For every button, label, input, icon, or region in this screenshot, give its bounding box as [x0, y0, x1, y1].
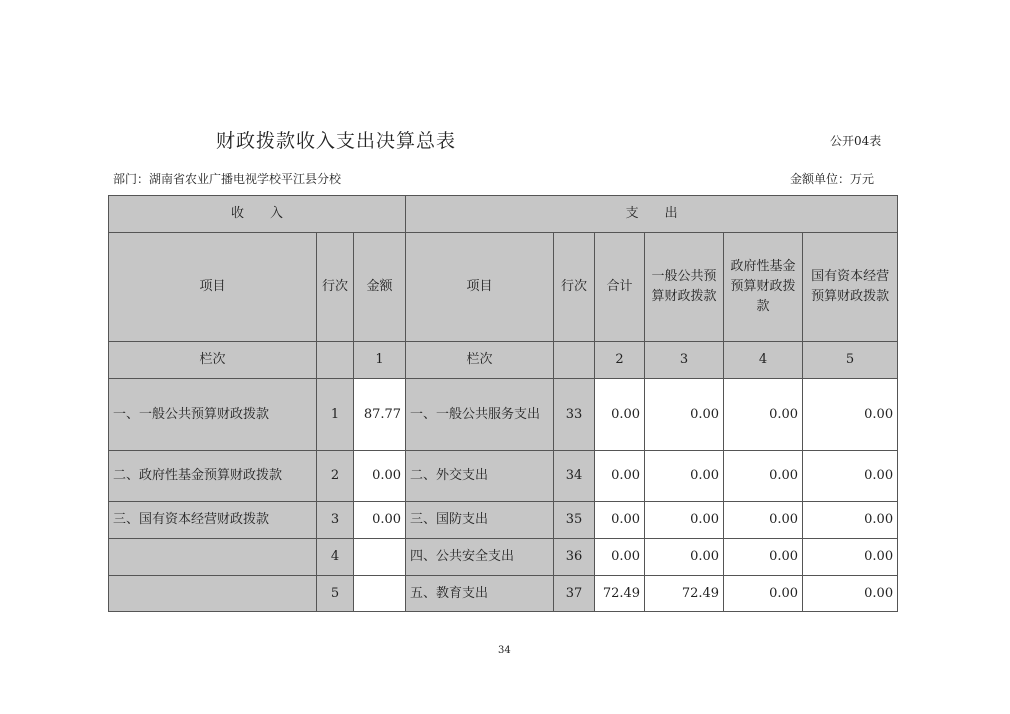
column-index-row: [109, 342, 898, 379]
col-index-label-right: 栏次: [406, 342, 554, 379]
col-state-capital: 国有资本经营预算财政拨款: [803, 233, 898, 342]
expense-row-no: 34: [554, 451, 595, 502]
expense-row-no: 33: [554, 379, 595, 451]
report-title: 财政拨款收入支出决算总表: [216, 130, 457, 152]
expense-state-capital: 0.00: [803, 576, 898, 612]
expense-state-capital: 0.00: [803, 379, 898, 451]
expense-state-capital: 0.00: [803, 502, 898, 539]
department-label: 部门：湖南省农业广播电视学校平江县分校: [113, 172, 342, 186]
income-amount: 87.77: [354, 379, 406, 451]
col-index-1: 1: [354, 342, 406, 379]
col-expense-row-no: 行次: [554, 233, 595, 342]
expense-item: 一、一般公共服务支出: [406, 379, 554, 451]
expense-total: 0.00: [595, 502, 645, 539]
col-index-4: 4: [724, 342, 803, 379]
income-row-no: 5: [317, 576, 354, 612]
section-header-row: [109, 196, 898, 233]
income-item: 一、一般公共预算财政拨款: [109, 379, 317, 451]
expense-general-budget: 72.49: [645, 576, 724, 612]
expense-gov-fund: 0.00: [724, 576, 803, 612]
col-index-5: 5: [803, 342, 898, 379]
income-row-no: 2: [317, 451, 354, 502]
income-item: 三、国有资本经营财政拨款: [109, 502, 317, 539]
expense-general-budget: 0.00: [645, 502, 724, 539]
income-item: [109, 576, 317, 612]
amount-unit-label: 金额单位：万元: [790, 172, 875, 186]
expense-item: 四、公共安全支出: [406, 539, 554, 576]
expense-general-budget: 0.00: [645, 451, 724, 502]
col-income-item: 项目: [109, 233, 317, 342]
income-row-no: 1: [317, 379, 354, 451]
column-header-row: [109, 233, 898, 342]
expense-total: 0.00: [595, 451, 645, 502]
expense-row-no: 36: [554, 539, 595, 576]
expense-item: 二、外交支出: [406, 451, 554, 502]
expense-general-budget: 0.00: [645, 379, 724, 451]
col-income-amount: 金额: [354, 233, 406, 342]
expense-total: 0.00: [595, 379, 645, 451]
expense-gov-fund: 0.00: [724, 539, 803, 576]
expense-section-header: 支 出: [406, 196, 898, 233]
col-expense-item: 项目: [406, 233, 554, 342]
expense-state-capital: 0.00: [803, 451, 898, 502]
income-section-header: 收 入: [109, 196, 406, 233]
income-amount: [354, 539, 406, 576]
form-number: 公开04表: [830, 134, 882, 148]
table-row: [109, 576, 898, 612]
expense-item: 三、国防支出: [406, 502, 554, 539]
budget-summary-table: [108, 195, 898, 612]
expense-total: 0.00: [595, 539, 645, 576]
table-row: [109, 451, 898, 502]
table-row: [109, 379, 898, 451]
table-row: [109, 539, 898, 576]
income-amount: 0.00: [354, 451, 406, 502]
expense-item: 五、教育支出: [406, 576, 554, 612]
col-index-2: 2: [595, 342, 645, 379]
col-total: 合计: [595, 233, 645, 342]
table-row: [109, 502, 898, 539]
income-amount: [354, 576, 406, 612]
col-general-budget: 一般公共预算财政拨款: [645, 233, 724, 342]
col-gov-fund: 政府性基金预算财政拨款: [724, 233, 803, 342]
expense-state-capital: 0.00: [803, 539, 898, 576]
income-row-no: 4: [317, 539, 354, 576]
expense-general-budget: 0.00: [645, 539, 724, 576]
col-index-3: 3: [645, 342, 724, 379]
income-item: [109, 539, 317, 576]
page-number: 34: [498, 645, 511, 656]
expense-total: 72.49: [595, 576, 645, 612]
expense-gov-fund: 0.00: [724, 502, 803, 539]
expense-gov-fund: 0.00: [724, 379, 803, 451]
income-amount: 0.00: [354, 502, 406, 539]
expense-gov-fund: 0.00: [724, 451, 803, 502]
income-row-no: 3: [317, 502, 354, 539]
expense-row-no: 37: [554, 576, 595, 612]
expense-row-no: 35: [554, 502, 595, 539]
col-income-row-no: 行次: [317, 233, 354, 342]
income-item: 二、政府性基金预算财政拨款: [109, 451, 317, 502]
col-index-label-left: 栏次: [109, 342, 317, 379]
